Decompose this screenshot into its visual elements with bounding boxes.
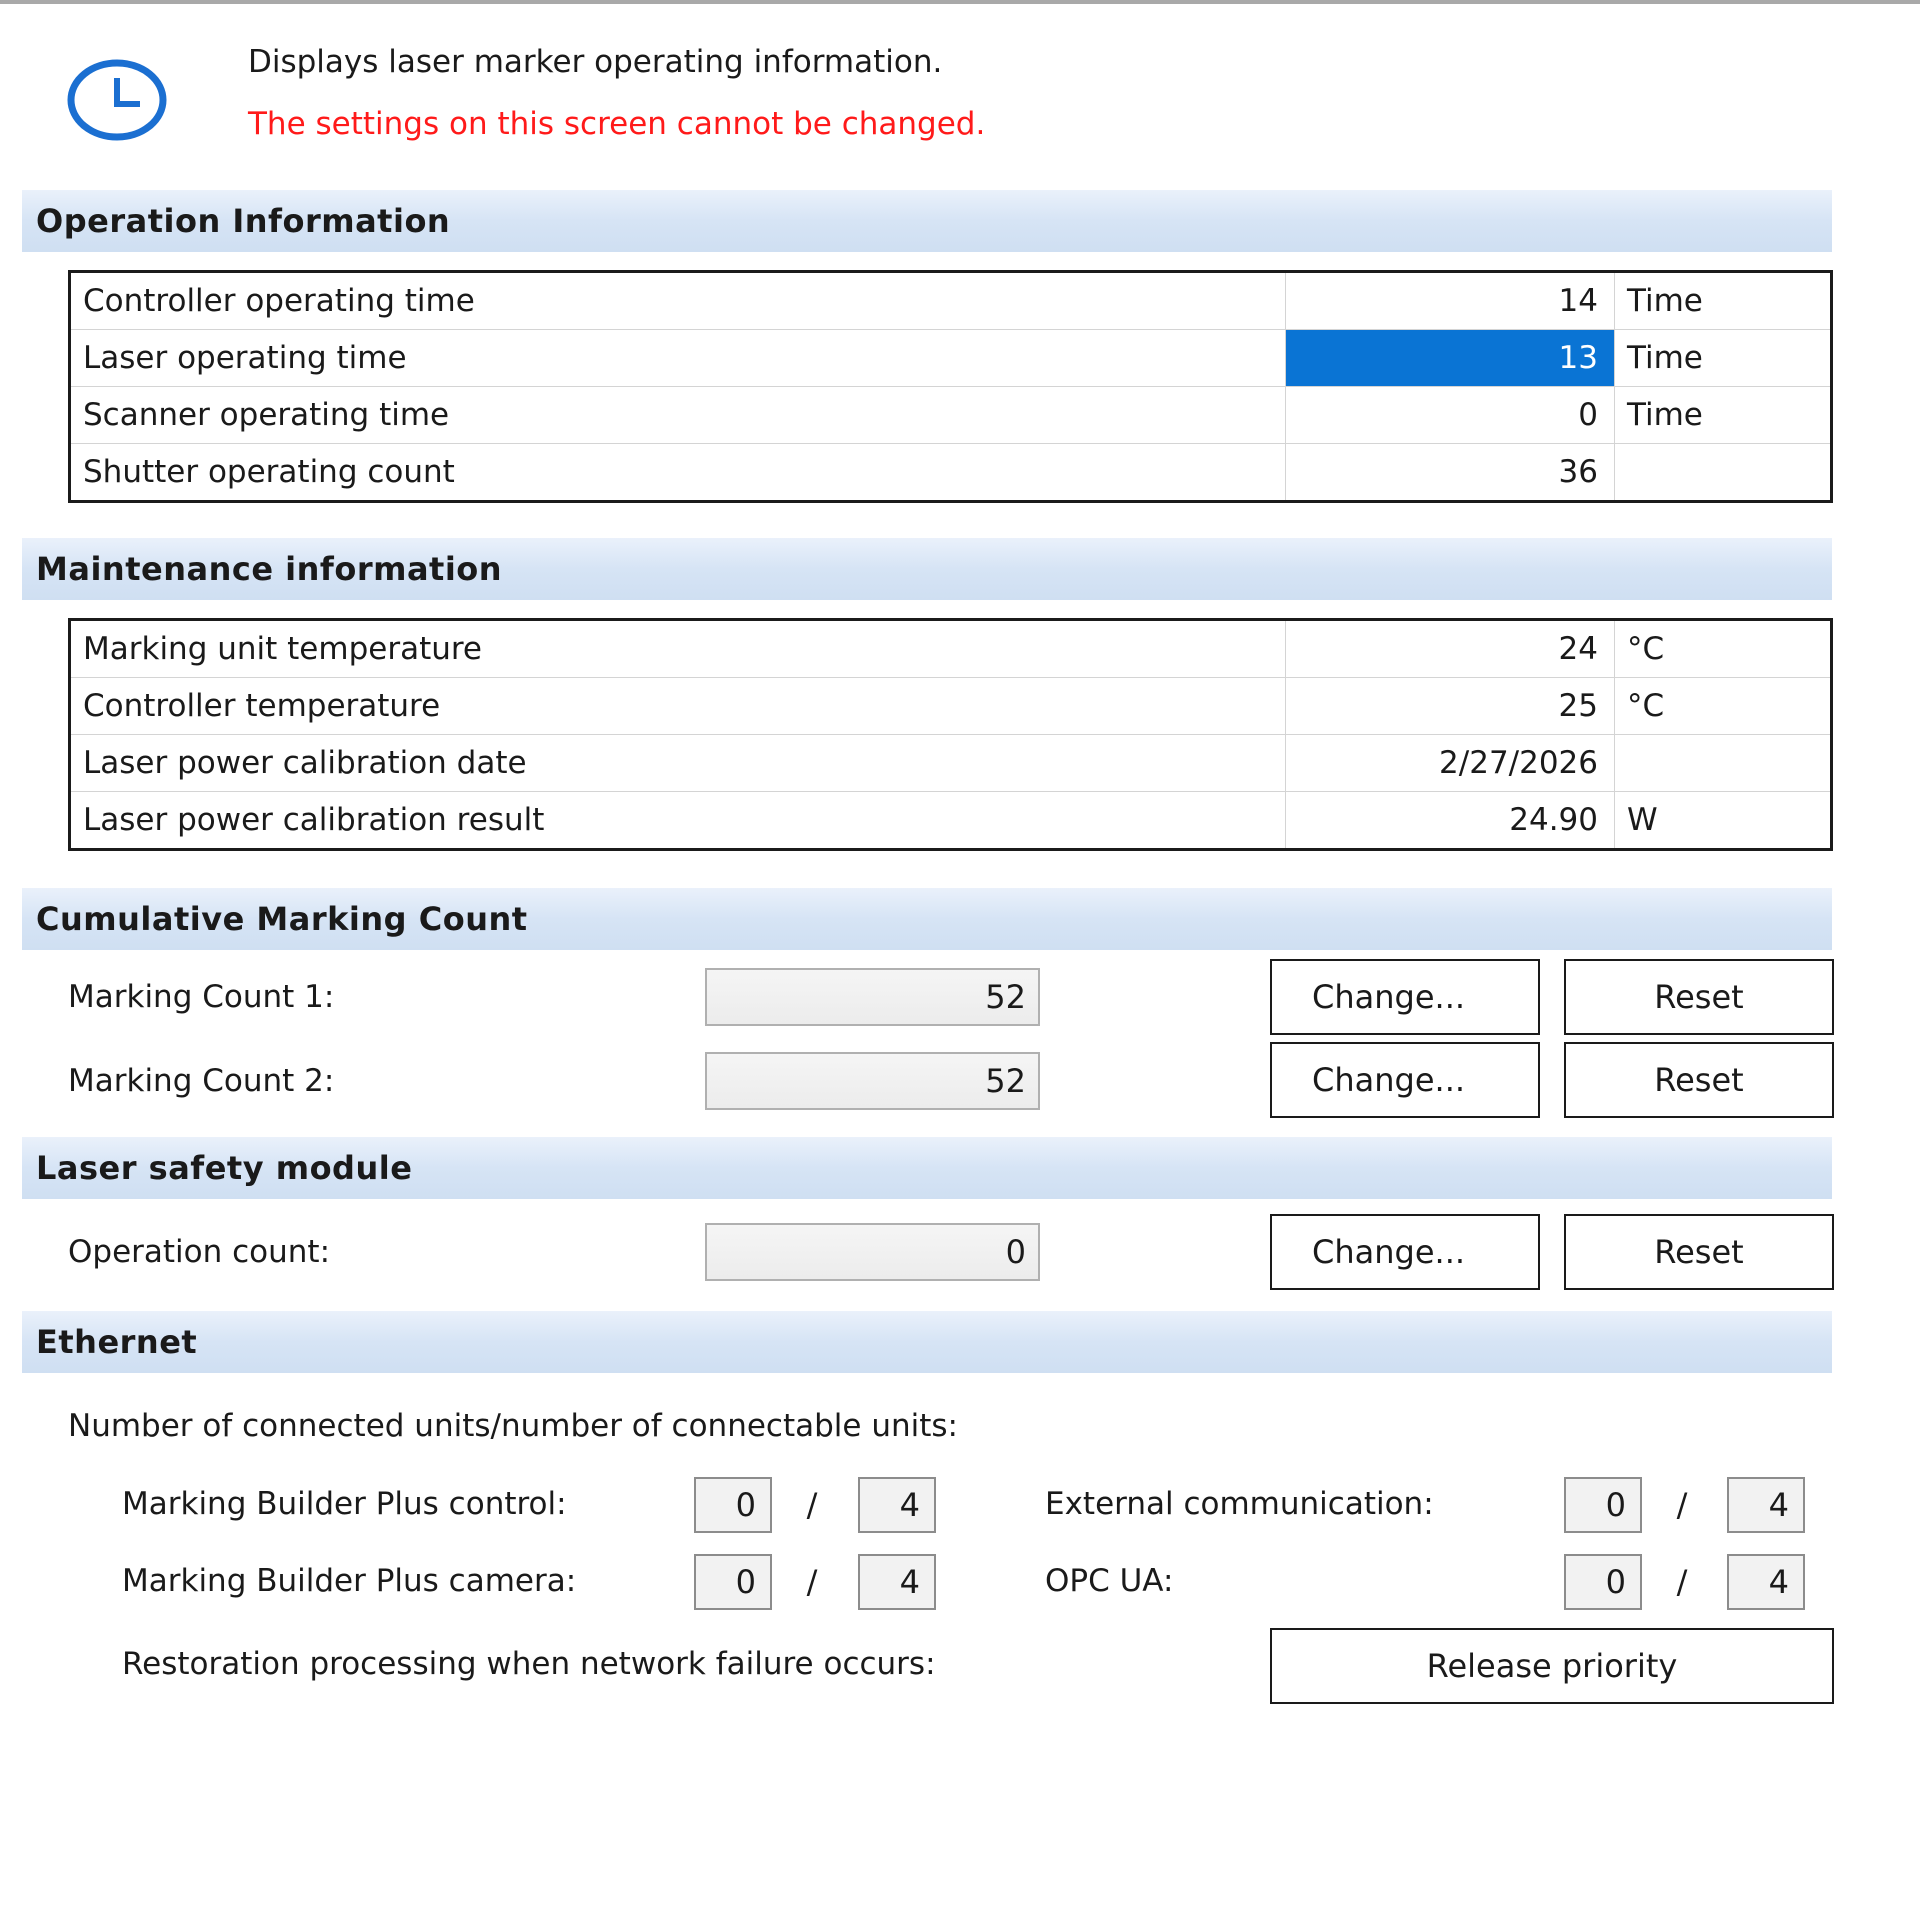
table-row[interactable] [70,678,1832,735]
marking-count-2-change-button[interactable]: Change... [1270,1042,1540,1118]
operation-count-label: Operation count: [68,1234,331,1270]
row-value[interactable]: 25 [1286,678,1615,735]
connected-units-subtitle: Number of connected units/number of connectable units: [68,1408,958,1444]
table-row[interactable] [70,444,1832,502]
external-communication-label: External communication: [1045,1486,1434,1522]
table-row[interactable] [70,735,1832,792]
row-unit: W [1615,792,1832,850]
row-label: Laser power calibration date [70,735,1286,792]
marking-count-1-change-button[interactable]: Change... [1270,959,1540,1035]
row-unit: Time [1615,387,1832,444]
restoration-label: Restoration processing when network failure occurs: [122,1646,936,1682]
row-unit: Time [1615,330,1832,387]
opc-ua-label: OPC UA: [1045,1563,1174,1599]
slash-separator: / [806,1563,818,1601]
row-label: Controller operating time [70,272,1286,330]
screen-description: Displays laser marker operating information. [248,44,943,80]
mbp-camera-connected: 0 [694,1554,772,1610]
section-maintenance-information: Maintenance information [22,538,1832,600]
section-cumulative-marking-count: Cumulative Marking Count [22,888,1832,950]
opc-ua-max: 4 [1727,1554,1805,1610]
row-value[interactable]: 0 [1286,387,1615,444]
section-laser-safety-module: Laser safety module [22,1137,1832,1199]
marking-count-1-label: Marking Count 1: [68,979,335,1015]
row-label: Laser operating time [70,330,1286,387]
row-label: Scanner operating time [70,387,1286,444]
mbp-control-connected: 0 [694,1477,772,1533]
operation-count-change-button[interactable]: Change... [1270,1214,1540,1290]
top-divider [0,0,1920,4]
row-unit [1615,444,1832,502]
row-value[interactable]: 36 [1286,444,1615,502]
table-row[interactable] [70,330,1832,387]
mbp-control-label: Marking Builder Plus control: [122,1486,567,1522]
maintenance-table [68,618,1833,851]
row-label: Controller temperature [70,678,1286,735]
operation-count-field: 0 [705,1223,1040,1281]
mbp-camera-label: Marking Builder Plus camera: [122,1563,577,1599]
operation-table [68,270,1833,503]
row-unit: Time [1615,272,1832,330]
slash-separator: / [806,1486,818,1524]
marking-count-2-label: Marking Count 2: [68,1063,335,1099]
row-label: Laser power calibration result [70,792,1286,850]
row-value[interactable]: 24.90 [1286,792,1615,850]
row-unit: °C [1615,678,1832,735]
clock-icon [66,58,168,142]
external-max: 4 [1727,1477,1805,1533]
row-unit: °C [1615,620,1832,678]
row-label: Shutter operating count [70,444,1286,502]
section-ethernet: Ethernet [22,1311,1832,1373]
row-label: Marking unit temperature [70,620,1286,678]
mbp-camera-max: 4 [858,1554,936,1610]
table-row[interactable] [70,387,1832,444]
slash-separator: / [1676,1563,1688,1601]
table-row[interactable] [70,272,1832,330]
table-row[interactable] [70,792,1832,850]
row-value-selected[interactable]: 13 [1286,330,1615,387]
table-row[interactable] [70,620,1832,678]
readonly-warning: The settings on this screen cannot be changed. [248,106,986,142]
slash-separator: / [1676,1486,1688,1524]
row-unit [1615,735,1832,792]
marking-count-1-field: 52 [705,968,1040,1026]
release-priority-button[interactable]: Release priority [1270,1628,1834,1704]
external-connected: 0 [1564,1477,1642,1533]
marking-count-2-field: 52 [705,1052,1040,1110]
marking-count-1-reset-button[interactable]: Reset [1564,959,1834,1035]
operation-count-reset-button[interactable]: Reset [1564,1214,1834,1290]
marking-count-2-reset-button[interactable]: Reset [1564,1042,1834,1118]
row-value[interactable]: 24 [1286,620,1615,678]
row-value[interactable]: 2/27/2026 [1286,735,1615,792]
mbp-control-max: 4 [858,1477,936,1533]
opc-ua-connected: 0 [1564,1554,1642,1610]
row-value[interactable]: 14 [1286,272,1615,330]
section-operation-information: Operation Information [22,190,1832,252]
